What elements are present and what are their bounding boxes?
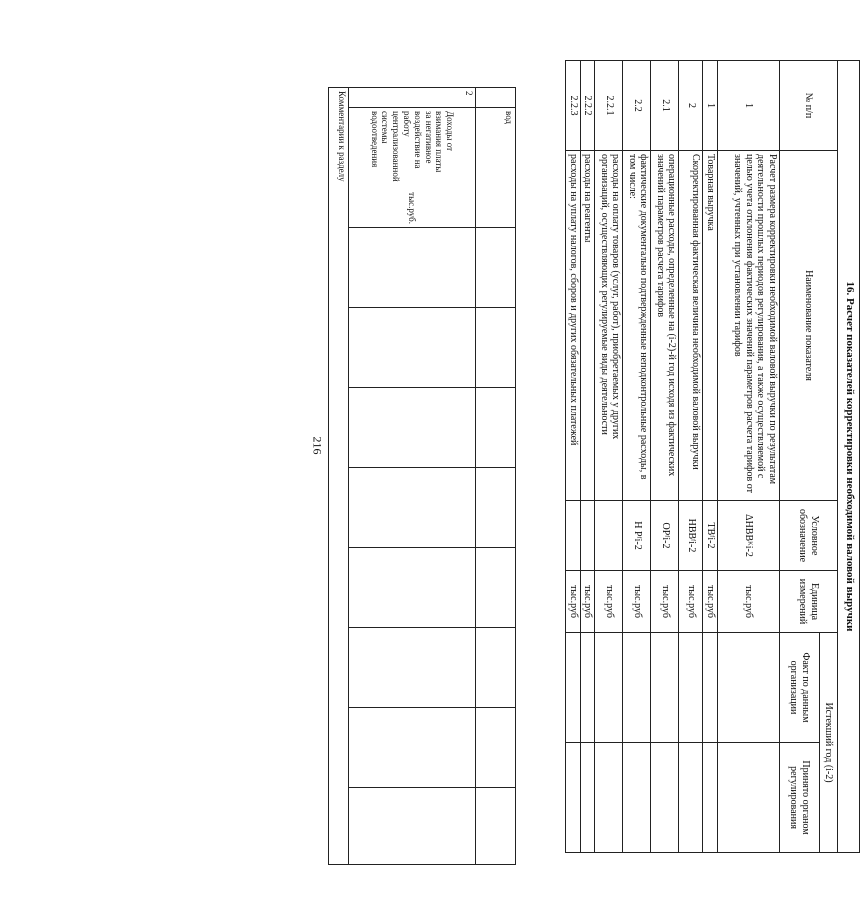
- header-period: Истекший год (i-2): [820, 633, 838, 853]
- top-row2-num: 2: [349, 88, 476, 108]
- row-num: 2: [679, 61, 703, 151]
- row-unit: тыс.руб: [595, 571, 623, 633]
- row-num: 2.2.2: [581, 61, 596, 151]
- row-unit: тыс.руб: [651, 571, 679, 633]
- row-unit: тыс.руб: [566, 571, 581, 633]
- row-num: 2.1: [651, 61, 679, 151]
- header-name: Наименование показателя: [780, 151, 838, 501]
- header-symbol: Условное обозначение: [780, 501, 838, 571]
- top-row1-num: [475, 88, 515, 108]
- row-unit: тыс.руб: [623, 571, 651, 633]
- main-table: [566, 60, 860, 853]
- row-num: 2.2: [623, 61, 651, 151]
- row-name: расходы на оплату товаров (услуг, работ), приобретаемых у других организаций, осуществляющих регулируемые виды деятельности: [595, 151, 623, 501]
- row-name: операционные расходы, определенные на (i-2)-й год исходя из фактических значений параметров расчета тарифов: [651, 151, 679, 501]
- header-unit: Единица измерений: [780, 571, 838, 633]
- row-symbol: ΔНВВᴷi-2: [718, 501, 780, 571]
- main-table-title: 16. Расчет показателей корректировки необходимой валовой выручки: [838, 61, 860, 853]
- top-comment: Комментарии к разделу: [329, 88, 349, 865]
- row-name: Товарная выручка: [703, 151, 718, 501]
- page-number: 216: [310, 436, 325, 455]
- row-name: расходы на уплату налогов, сборов и других обязательных платежей: [566, 151, 581, 501]
- row-unit: тыс.руб: [581, 571, 596, 633]
- row-symbol: НВВᶠi-2: [679, 501, 703, 571]
- row-name: Расчет размера корректировки необходимой валовой выручки по результатам деятельности прошлых периодов регулирования, а также осуществляемой с целью учета отклонения фактических значений параметров расчета тарифов от значений, учтенных при установлении тарифов: [718, 151, 780, 501]
- row-symbol: Н Рᶠi-2: [623, 501, 651, 571]
- header-fact: Факт по данным организации: [780, 633, 820, 743]
- row-symbol: ТВᶠi-2: [703, 501, 718, 571]
- row-symbol: ОРᶠi-2: [651, 501, 679, 571]
- row-symbol: [566, 501, 581, 571]
- row-unit: тыс.руб: [679, 571, 703, 633]
- row-symbol: [595, 501, 623, 571]
- top-table-container: [328, 87, 516, 844]
- top-table: [328, 87, 516, 865]
- top-row1-label: вод: [475, 108, 515, 228]
- row-num: 2.2.3: [566, 61, 581, 151]
- main-table-container: [568, 60, 860, 852]
- row-num: 2.2.1: [595, 61, 623, 151]
- row-name: Скорректированная фактическая величина необходимой валовой выручки: [679, 151, 703, 501]
- top-row2-label: Доходы от взимания платы за негативное воздействие на работу централизованной системы водоотведения: [369, 111, 456, 182]
- top-row2-label-cell: [349, 108, 476, 228]
- row-name: расходы на реагенты: [581, 151, 596, 501]
- row-unit: тыс.руб: [718, 571, 780, 633]
- row-num: 1: [703, 61, 718, 151]
- row-unit: тыс.руб: [703, 571, 718, 633]
- top-row2-unit: тыс.руб.: [407, 192, 418, 224]
- header-accepted: Принято органом регулирования: [780, 743, 820, 853]
- row-symbol: [581, 501, 596, 571]
- row-name: фактические документально подтвержденные неподконтрольные расходы, в том числе:: [623, 151, 651, 501]
- row-num: 1: [718, 61, 780, 151]
- header-num: № п/п: [780, 61, 838, 151]
